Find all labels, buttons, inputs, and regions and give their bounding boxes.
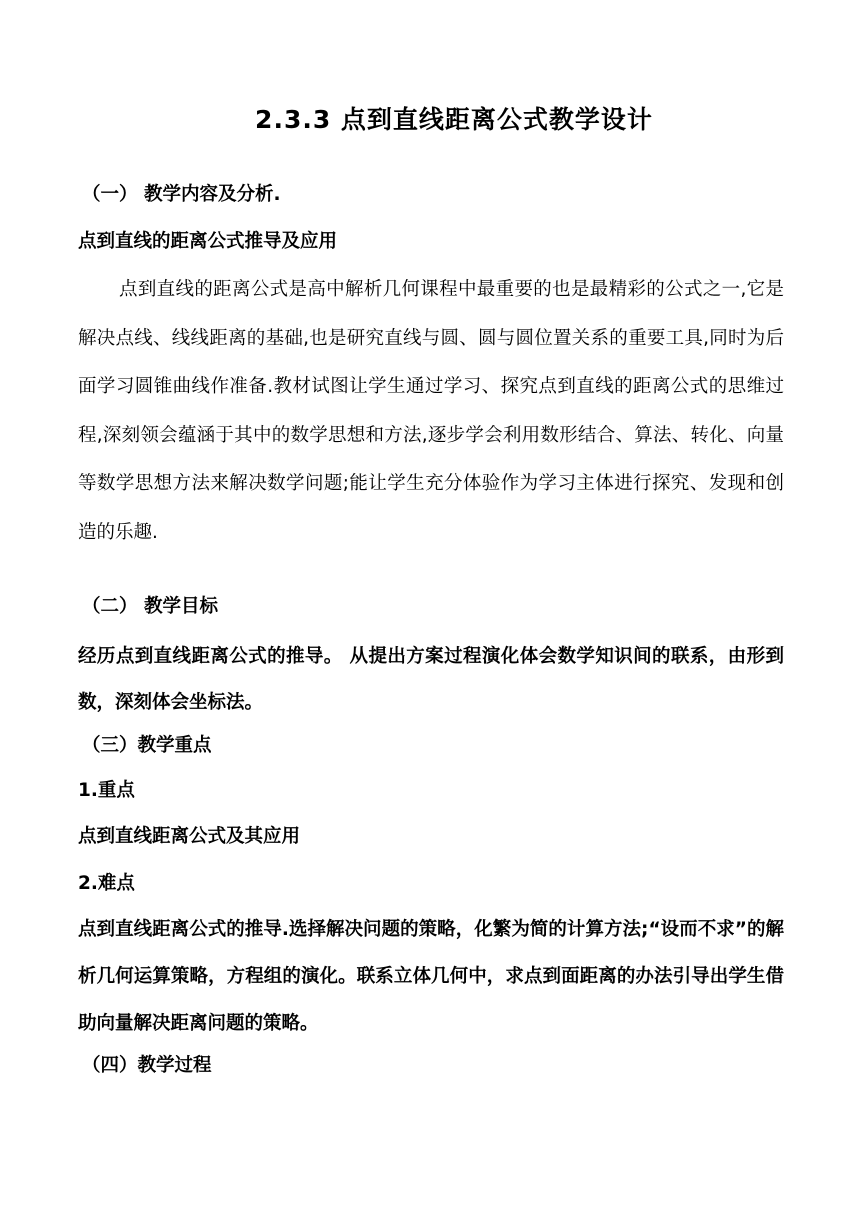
difficulty-label: 2.难点: [78, 873, 135, 894]
difficulty-text: 点到直线距离公式的推导.选择解决问题的策略，化繁为简的计算方法;“设而不求”的解析几何运算策略，方程组的演化。联系立体几何中，求点到面距离的办法引导出学生借助向量解决距离问题的策略。: [78, 919, 784, 1034]
section2-heading: （二） 教学目标: [82, 596, 218, 617]
document-title: 2.3.3 点到直线距离公式教学设计: [255, 105, 653, 134]
section1-subheading: 点到直线的距离公式推导及应用: [78, 231, 338, 252]
section2-paragraph: 经历点到直线距离公式的推导。 从提出方案过程演化体会数学知识间的联系，由形到数，深刻体会坐标法。: [78, 646, 784, 713]
section1-heading: （一） 教学内容及分析.: [82, 184, 281, 205]
key-point-text: 点到直线距离公式及其应用: [78, 826, 301, 847]
section1-paragraph: 点到直线的距离公式是高中解析几何课程中最重要的也是最精彩的公式之一,它是解决点线、线线距离的基础,也是研究直线与圆、圆与圆位置关系的重要工具,同时为后面学习圆锥曲线作准备.教材试图让学生通过学习、探究点到直线的距离公式的思维过程,深刻领会蕴涵于其中的数学思想和方法,逐步学会利用数形结合、算法、转化、向量等数学思想方法来解决数学问题;能让学生充分体验作为学习主体进行探究、发现和创造的乐趣.: [78, 279, 784, 543]
section3-heading: （三）教学重点: [82, 735, 212, 756]
key-point-label: 1.重点: [78, 780, 135, 801]
section4-heading: （四）教学过程: [82, 1055, 212, 1076]
